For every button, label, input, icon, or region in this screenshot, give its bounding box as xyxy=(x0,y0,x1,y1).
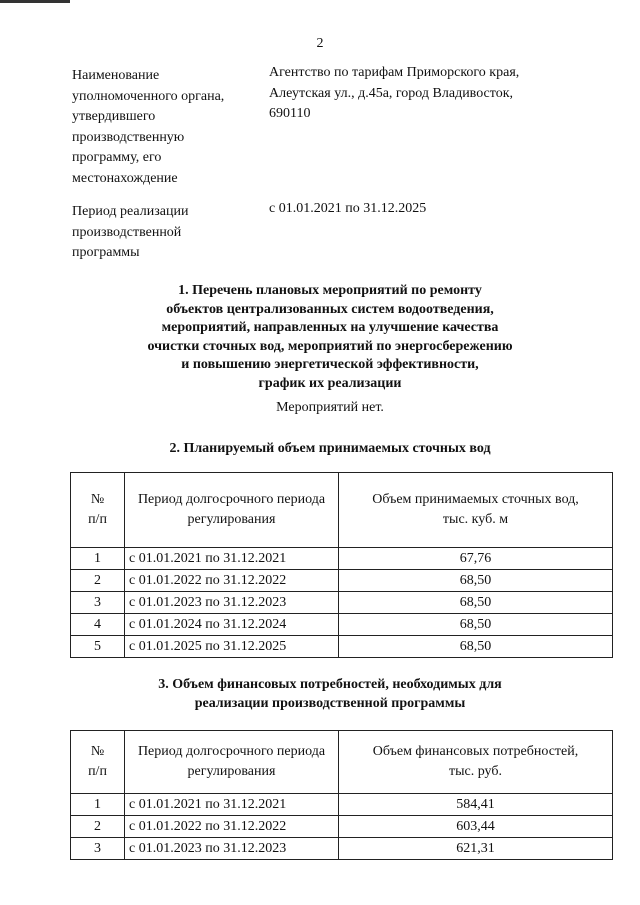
header-num xyxy=(71,473,125,548)
table-row xyxy=(71,636,613,658)
wastewater-volume-table xyxy=(70,472,613,658)
header-period xyxy=(125,731,339,794)
row-num: 2 xyxy=(71,570,125,592)
header-period-line: регулирования xyxy=(187,764,276,779)
table-row xyxy=(71,614,613,636)
header-value xyxy=(339,731,613,794)
header-value-line: тыс. куб. м xyxy=(442,512,509,527)
organ-label xyxy=(72,66,257,189)
section1-title xyxy=(0,282,640,393)
header-num-line: п/п xyxy=(88,764,107,779)
header-period-line: Период долгосрочного периода xyxy=(137,492,326,507)
organ-label-line: уполномоченного органа, xyxy=(72,88,225,104)
section1-title-line: график их реализации xyxy=(258,375,402,391)
organ-label-line: местонахождение xyxy=(72,170,178,186)
table-header-row xyxy=(71,731,613,794)
page-number: 2 xyxy=(316,36,324,51)
table-row xyxy=(71,548,613,570)
header-num-line: № xyxy=(90,492,105,507)
table-row xyxy=(71,838,613,860)
period-label xyxy=(72,202,257,264)
row-value: 68,50 xyxy=(339,614,613,636)
section3-title xyxy=(0,676,640,713)
row-period: с 01.01.2022 по 31.12.2022 xyxy=(125,816,339,838)
header-num-line: п/п xyxy=(88,512,107,527)
row-period: с 01.01.2024 по 31.12.2024 xyxy=(125,614,339,636)
row-num: 1 xyxy=(71,794,125,816)
section1-title-line: очистки сточных вод, мероприятий по энергосбережению xyxy=(147,338,513,354)
table-row xyxy=(71,794,613,816)
row-period: с 01.01.2022 по 31.12.2022 xyxy=(125,570,339,592)
header-value-line: Объем принимаемых сточных вод, xyxy=(372,492,579,507)
row-num: 3 xyxy=(71,592,125,614)
table-header-row xyxy=(71,473,613,548)
row-num: 2 xyxy=(71,816,125,838)
row-value: 68,50 xyxy=(339,570,613,592)
organ-label-line: утвердившего xyxy=(72,109,156,124)
section1-note: Мероприятий нет. xyxy=(276,400,384,415)
row-num: 3 xyxy=(71,838,125,860)
row-value: 621,31 xyxy=(339,838,613,860)
header-value xyxy=(339,473,613,548)
period-label-line: Период реализации xyxy=(72,204,189,219)
table-row xyxy=(71,592,613,614)
organ-value xyxy=(269,63,559,125)
table-row xyxy=(71,570,613,592)
section1-title-line: 1. Перечень плановых мероприятий по ремонту xyxy=(178,283,482,298)
section1-title-line: мероприятий, направленных на улучшение качества xyxy=(161,320,499,335)
organ-label-line: производственную xyxy=(72,129,185,145)
row-num: 4 xyxy=(71,614,125,636)
section3-title-line: 3. Объем финансовых потребностей, необходимых для xyxy=(158,677,502,692)
header-num-line: № xyxy=(90,744,105,759)
row-value: 68,50 xyxy=(339,592,613,614)
financial-needs-table xyxy=(70,730,613,860)
row-num: 1 xyxy=(71,548,125,570)
header-period-line: Период долгосрочного периода xyxy=(137,744,326,759)
header-value-line: тыс. руб. xyxy=(449,764,502,779)
organ-value-line: Алеутская ул., д.45а, город Владивосток, xyxy=(269,85,513,101)
row-value: 68,50 xyxy=(339,636,613,658)
period-value: с 01.01.2021 по 31.12.2025 xyxy=(269,201,427,216)
header-value-line: Объем финансовых потребностей, xyxy=(372,744,579,759)
row-period: с 01.01.2023 по 31.12.2023 xyxy=(125,838,339,860)
top-rule xyxy=(0,0,70,3)
organ-label-line: программу, его xyxy=(72,150,162,165)
row-value: 584,41 xyxy=(339,794,613,816)
section1-title-line: и повышению энергетической эффективности, xyxy=(181,357,479,372)
row-value: 603,44 xyxy=(339,816,613,838)
row-period: с 01.01.2023 по 31.12.2023 xyxy=(125,592,339,614)
period-label-line: производственной xyxy=(72,224,182,240)
row-period: с 01.01.2021 по 31.12.2021 xyxy=(125,548,339,570)
row-value: 67,76 xyxy=(339,548,613,570)
header-period-line: регулирования xyxy=(187,512,276,527)
row-period: с 01.01.2025 по 31.12.2025 xyxy=(125,636,339,658)
organ-value-line: 690110 xyxy=(269,106,311,121)
table-row xyxy=(71,816,613,838)
organ-value-line: Агентство по тарифам Приморского края, xyxy=(269,65,520,80)
section1-title-line: объектов централизованных систем водоотведения, xyxy=(166,301,494,317)
header-num xyxy=(71,731,125,794)
section3-title-line: реализации производственной программы xyxy=(194,695,466,711)
row-num: 5 xyxy=(71,636,125,658)
header-period xyxy=(125,473,339,548)
period-label-line: программы xyxy=(72,245,140,260)
organ-label-line: Наименование xyxy=(72,68,160,83)
row-period: с 01.01.2021 по 31.12.2021 xyxy=(125,794,339,816)
section2-title: 2. Планируемый объем принимаемых сточных вод xyxy=(169,441,491,456)
